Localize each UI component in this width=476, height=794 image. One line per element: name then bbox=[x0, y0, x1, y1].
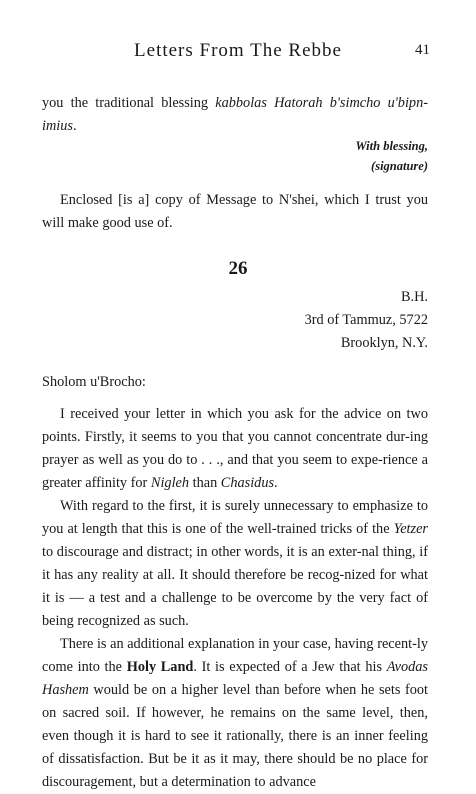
p3-term-avodas-hashem: Avodas Hashem bbox=[42, 659, 428, 698]
p1-text-b: than bbox=[189, 475, 221, 491]
salutation-text: Sholom u'Brocho: bbox=[42, 374, 146, 390]
p2-term-yetzer: Yetzer bbox=[393, 521, 428, 537]
signature-line-1: With blessing, bbox=[355, 139, 428, 153]
p1-term-nigleh: Nigleh bbox=[150, 475, 190, 491]
p1-text-c: . bbox=[274, 475, 278, 491]
p3-text-b: . It is expected of a Jew that his bbox=[193, 659, 387, 675]
p1-text-a: I received your letter in which you ask for the advice on two points. Firstly, it seems to you that you cannot concentrate dur-ing prayer as well as you do to . . ., and that you seem to expe-rience a greater affinity for bbox=[42, 406, 428, 491]
page-header bbox=[0, 40, 476, 70]
heading-place: Brooklyn, N.Y. bbox=[340, 335, 428, 351]
letter-body bbox=[42, 403, 428, 794]
signature-line-2: (signature) bbox=[371, 159, 428, 173]
body-paragraph-2 bbox=[42, 495, 428, 633]
p2-text-a: With regard to the first, it is surely unnecessary to emphasize to you at length that this is one of the well-trained tricks of the bbox=[42, 498, 428, 537]
letter-number: 26 bbox=[228, 258, 248, 279]
continuation-blessing: kabbolas Hatorah b'simcho u'bipn-imius bbox=[42, 95, 428, 134]
continuation-text: you the traditional blessing bbox=[42, 95, 216, 111]
heading-date: 3rd of Tammuz, 5722 bbox=[304, 312, 428, 328]
continuation-paragraph bbox=[42, 92, 428, 138]
body-paragraph-1 bbox=[42, 403, 428, 495]
p1-term-chasidus: Chasidus bbox=[220, 475, 275, 491]
page-number: 41 bbox=[415, 42, 430, 58]
p2-text-b: to discourage and distract; in other words, it is an exter-nal thing, if it has any reality at all. It should therefore be recog-nized for what it is — a test and a challenge to be overcome by the very fact of being recognized as such. bbox=[42, 544, 428, 629]
body-paragraph-3 bbox=[42, 633, 428, 794]
salutation bbox=[42, 371, 428, 394]
heading-bh: B.H. bbox=[400, 289, 428, 305]
p3-text-c: would be on a higher level than before when he sets foot on sacred soil. If however, he remains on the same level, then, even though it is hard to see it rationally, there is an inner feeling of dissatisfaction. But be it as it may, there should be no place for discouragement, but a determination to advance bbox=[42, 682, 428, 790]
enclosure-text: Enclosed [is a] copy of Message to N'shei, which I trust you will make good use of. bbox=[42, 192, 428, 231]
running-title: Letters From The Rebbe bbox=[134, 40, 342, 61]
letter-heading bbox=[42, 286, 428, 355]
continuation-period: . bbox=[72, 118, 77, 134]
enclosure-paragraph bbox=[42, 189, 428, 235]
signature-block bbox=[42, 136, 428, 176]
p3-holy-land: Holy Land bbox=[126, 659, 194, 675]
p3-text-a: There is an additional explanation in your case, having recent-ly come into the bbox=[42, 636, 428, 675]
